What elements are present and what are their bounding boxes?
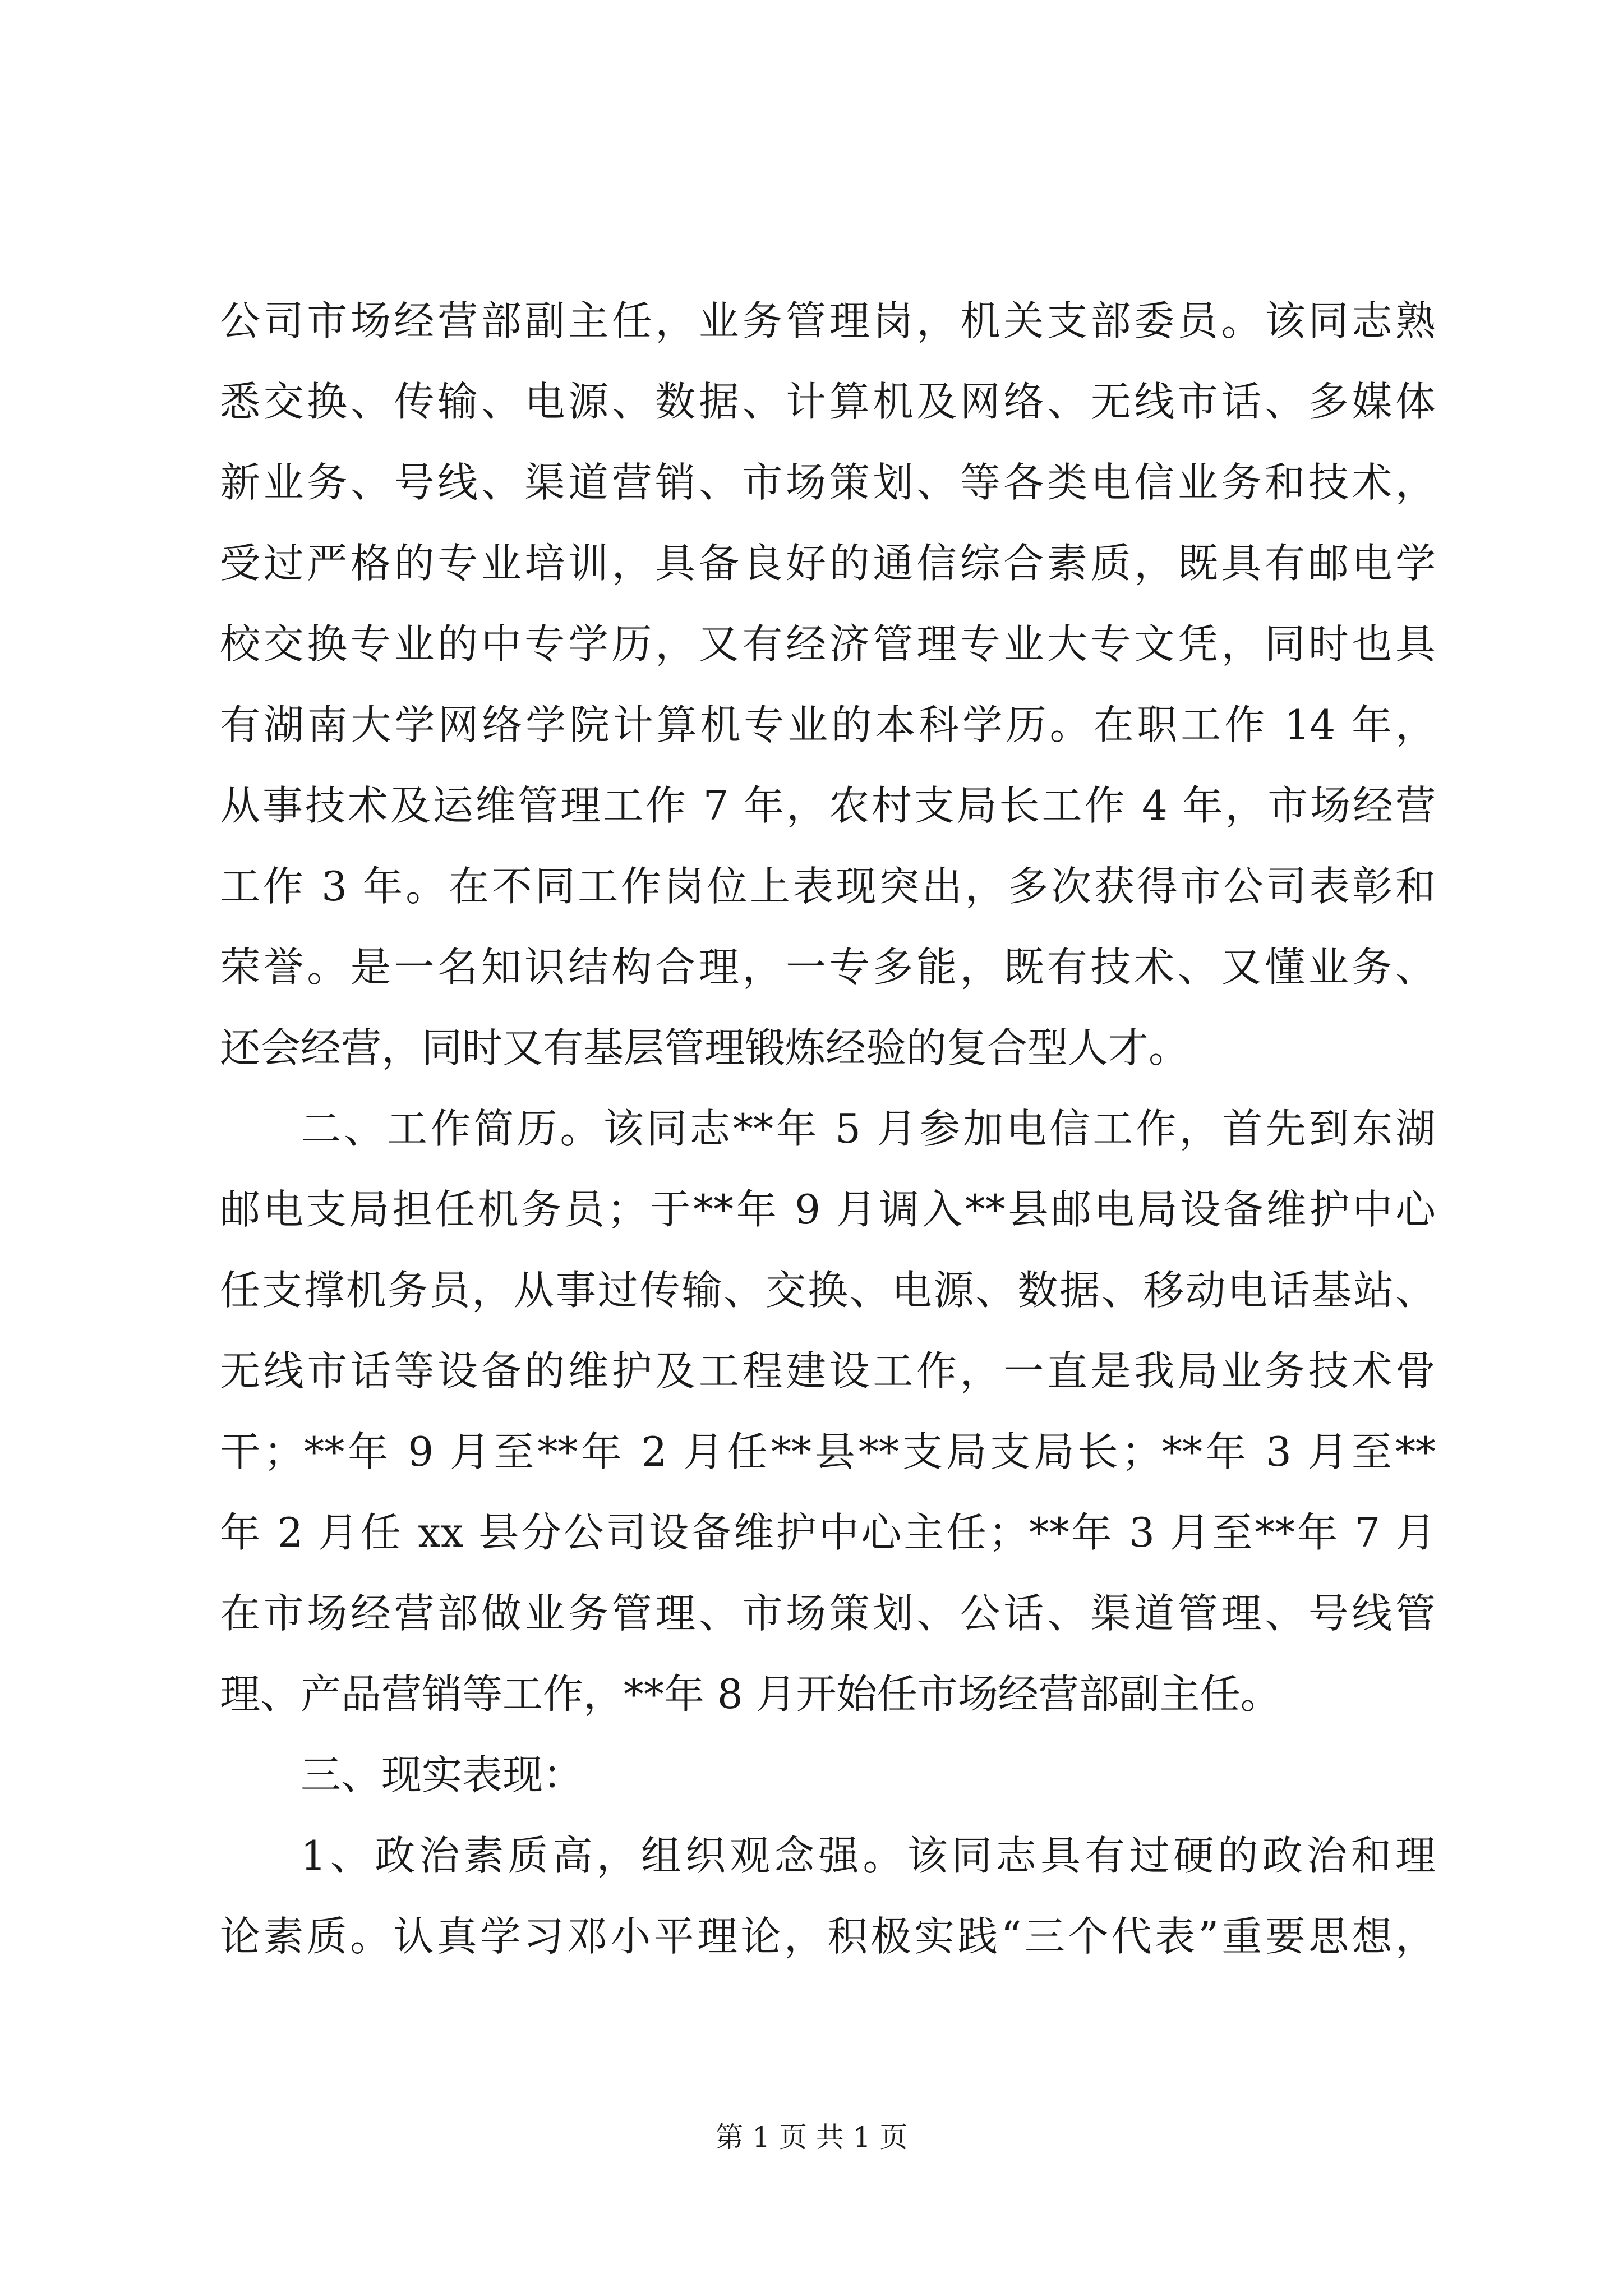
text-line: 工作 3 年。在不同工作岗位上表现突出，多次获得市公司表彰和 [220, 863, 1436, 910]
text-line: 1、政治素质高，组织观念强。该同志具有过硬的政治和理 [301, 1832, 1436, 1879]
page-footer: 第 1 页 共 1 页 [715, 2121, 908, 2154]
text-line: 有湖南大学网络学院计算机专业的本科学历。在职工作 14 年， [220, 701, 1436, 748]
text-line: 荣誉。是一名知识结构合理，一专多能，既有技术、又懂业务、 [220, 944, 1436, 991]
text-line: 无线市话等设备的维护及工程建设工作，一直是我局业务技术骨 [220, 1347, 1436, 1395]
text-line: 三、现实表现： [301, 1751, 584, 1798]
text-line: 受过严格的专业培训，具备良好的通信综合素质，既具有邮电学 [220, 540, 1436, 587]
text-line: 邮电支局担任机务员；于**年 9 月调入**县邮电局设备维护中心 [220, 1186, 1436, 1233]
text-line: 年 2 月任 xx 县分公司设备维护中心主任；**年 3 月至**年 7 月 [220, 1509, 1436, 1556]
text-line: 二、工作简历。该同志**年 5 月参加电信工作，首先到东湖 [301, 1105, 1436, 1152]
document-body [220, 280, 1436, 1977]
text-line: 悉交换、传输、电源、数据、计算机及网络、无线市话、多媒体 [220, 378, 1436, 425]
text-line: 任支撑机务员，从事过传输、交换、电源、数据、移动电话基站、 [220, 1267, 1436, 1314]
text-line: 还会经营，同时又有基层管理锻炼经验的复合型人才。 [220, 1024, 1189, 1071]
text-line: 干；**年 9 月至**年 2 月任**县**支局支局长；**年 3 月至** [220, 1428, 1436, 1475]
text-line: 论素质。认真学习邓小平理论，积极实践“三个代表”重要思想， [220, 1913, 1436, 1960]
text-line: 公司市场经营部副主任，业务管理岗，机关支部委员。该同志熟 [220, 297, 1436, 344]
text-line: 理、产品营销等工作，**年 8 月开始任市场经营部副主任。 [220, 1671, 1281, 1718]
text-line: 在市场经营部做业务管理、市场策划、公话、渠道管理、号线管 [220, 1590, 1436, 1637]
text-line: 新业务、号线、渠道营销、市场策划、等各类电信业务和技术， [220, 459, 1436, 506]
text-line: 从事技术及运维管理工作 7 年，农村支局长工作 4 年，市场经营 [220, 782, 1436, 829]
text-line: 校交换专业的中专学历，又有经济管理专业大专文凭，同时也具 [220, 620, 1436, 668]
